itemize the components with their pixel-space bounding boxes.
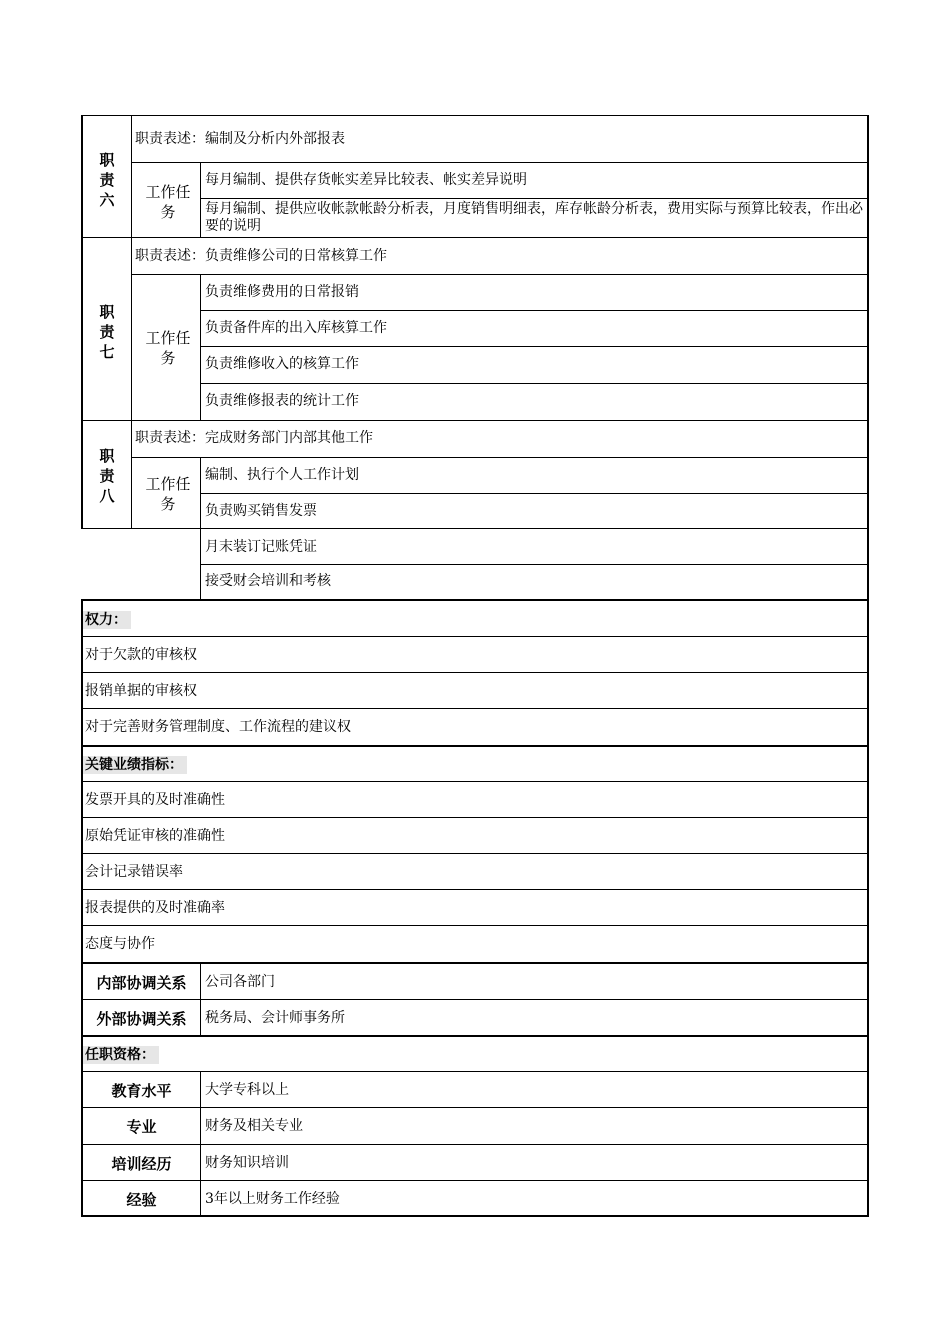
grid-line bbox=[200, 274, 201, 420]
grid-line bbox=[81, 237, 869, 238]
grid-line bbox=[81, 636, 869, 637]
grid-line bbox=[81, 672, 869, 673]
grid-line bbox=[131, 457, 868, 458]
kpi-item-4: 报表提供的及时准确率 bbox=[85, 900, 225, 916]
kpi-item-5: 态度与协作 bbox=[85, 936, 155, 952]
authority-item-2: 报销单据的审核权 bbox=[85, 683, 197, 699]
duty-8-task-2: 负责购买销售发票 bbox=[205, 503, 317, 519]
grid-line bbox=[81, 115, 869, 116]
duty-7-task-3: 负责维修收入的核算工作 bbox=[205, 356, 359, 372]
external-relations-label: 外部协调关系 bbox=[96, 1010, 187, 1028]
experience-label: 经验 bbox=[126, 1191, 157, 1209]
grid-line bbox=[81, 599, 869, 601]
grid-line bbox=[200, 963, 201, 1036]
duty-8-description: 职责表述：完成财务部门内部其他工作 bbox=[135, 430, 373, 446]
grid-line bbox=[81, 925, 869, 926]
duty-7-task-1: 负责维修费用的日常报销 bbox=[205, 284, 359, 300]
grid-line bbox=[81, 889, 869, 890]
kpi-item-3: 会计记录错误率 bbox=[85, 864, 183, 880]
grid-line bbox=[200, 198, 868, 199]
duty-7-task-2: 负责备件库的出入库核算工作 bbox=[205, 320, 387, 336]
duty-6-task-1: 每月编制、提供存货帐实差异比较表、帐实差异说明 bbox=[205, 172, 527, 188]
grid-line bbox=[81, 1215, 869, 1217]
duty-7-task-4: 负责维修报表的统计工作 bbox=[205, 393, 359, 409]
education-value: 大学专科以上 bbox=[205, 1082, 289, 1098]
grid-line bbox=[131, 162, 868, 163]
grid-line bbox=[131, 274, 868, 275]
grid-line bbox=[200, 383, 868, 384]
grid-line bbox=[200, 493, 868, 494]
experience-value: 3年以上财务工作经验 bbox=[205, 1191, 340, 1207]
duty-6-task-2: 每月编制、提供应收帐款帐龄分析表，月度销售明细表，库存帐龄分析表，费用实际与预算比较表，作出必要的说明 bbox=[205, 201, 863, 234]
duty-8-task-1: 编制、执行个人工作计划 bbox=[205, 467, 359, 483]
duty-8-task-4: 接受财会培训和考核 bbox=[205, 573, 331, 589]
duty-6-description: 职责表述：编制及分析内外部报表 bbox=[135, 131, 345, 147]
kpi-title: 关键业绩指标： bbox=[83, 756, 187, 774]
internal-relations-label: 内部协调关系 bbox=[96, 974, 187, 992]
major-value: 财务及相关专业 bbox=[205, 1118, 303, 1134]
kpi-item-2: 原始凭证审核的准确性 bbox=[85, 828, 225, 844]
duty-7-task-label: 工作任务 bbox=[145, 329, 191, 367]
grid-line bbox=[200, 310, 868, 311]
duty-6-task-label: 工作任务 bbox=[145, 183, 191, 221]
authority-item-3: 对于完善财务管理制度、工作流程的建议权 bbox=[85, 719, 351, 735]
kpi-item-1: 发票开具的及时准确性 bbox=[85, 792, 225, 808]
duty-7-label: 职责七 bbox=[99, 303, 115, 361]
duty-7-description: 职责表述：负责维修公司的日常核算工作 bbox=[135, 248, 387, 264]
training-value: 财务知识培训 bbox=[205, 1155, 289, 1171]
duty-8-label: 职责八 bbox=[99, 447, 115, 505]
grid-line bbox=[81, 1035, 869, 1037]
duty-8-task-3: 月末装订记账凭证 bbox=[205, 539, 317, 555]
major-label: 专业 bbox=[126, 1118, 157, 1136]
external-relations-value: 税务局、会计师事务所 bbox=[205, 1010, 345, 1026]
grid-line bbox=[200, 564, 868, 565]
grid-line bbox=[81, 708, 869, 709]
grid-line bbox=[200, 162, 201, 237]
grid-line bbox=[81, 528, 869, 529]
duty-8-task-label: 工作任务 bbox=[145, 475, 191, 513]
authority-item-1: 对于欠款的审核权 bbox=[85, 647, 197, 663]
training-label: 培训经历 bbox=[111, 1155, 172, 1173]
grid-line bbox=[131, 115, 132, 529]
education-label: 教育水平 bbox=[111, 1082, 172, 1100]
grid-line bbox=[81, 853, 869, 854]
duty-6-label: 职责六 bbox=[99, 151, 115, 209]
grid-line bbox=[81, 600, 83, 1217]
internal-relations-value: 公司各部门 bbox=[205, 974, 275, 990]
grid-line bbox=[200, 346, 868, 347]
grid-line bbox=[81, 420, 869, 421]
grid-line bbox=[81, 745, 869, 747]
grid-line bbox=[200, 1071, 201, 1217]
authority-title: 权力： bbox=[83, 611, 131, 629]
grid-line bbox=[867, 115, 869, 1217]
grid-line bbox=[81, 115, 83, 529]
grid-line bbox=[81, 817, 869, 818]
grid-line bbox=[81, 781, 869, 782]
qualification-title: 任职资格： bbox=[83, 1046, 159, 1064]
